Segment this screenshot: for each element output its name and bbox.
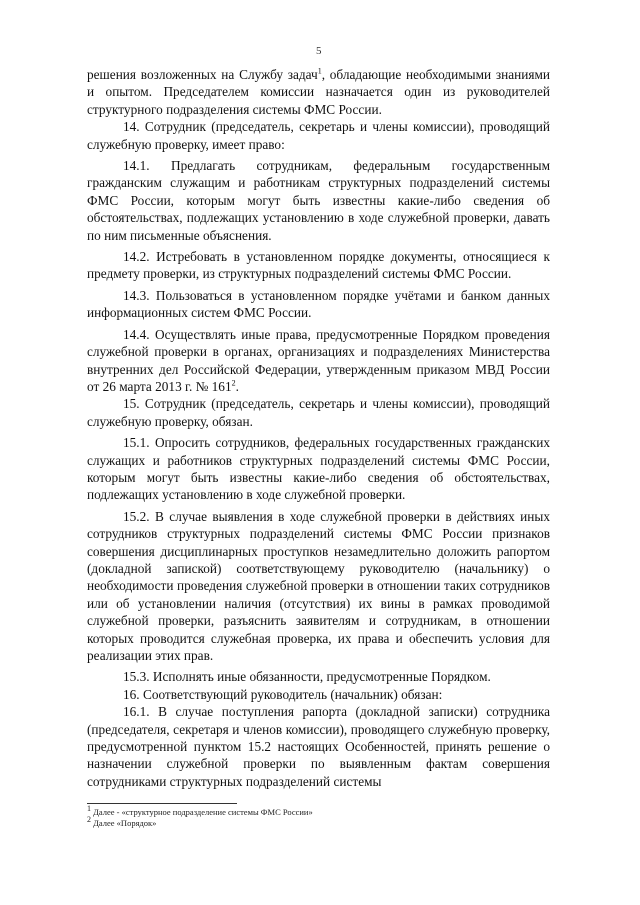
paragraph-text: 14.4. Осуществлять иные права, предусмотренные Порядком проведения служебной проверки в органах, организациях и подразделениях Министерства внутренних дел Российской Федерации, утвержденным приказом МВД России от 26 марта 2013 г. № 161 — [87, 326, 550, 394]
paragraph-intro — [87, 66, 550, 118]
paragraph-16-1: 16.1. В случае поступления рапорта (докладной записки) сотрудника (председателя, секретаря и членов комиссии), проводящего служебную проверку, предусмотренной пунктом 15.2 настоящих Особенностей, принять решение о назначении служебной проверки по выявленным фактам совершения сотрудниками структурных подразделений системы — [87, 704, 550, 789]
footnote-ref-1: 1 — [317, 66, 322, 76]
paragraph-text-tail: . — [235, 378, 239, 394]
paragraph-14: 14. Сотрудник (председатель, секретарь и члены комиссии), проводящий служебную проверку, имеет право: — [87, 119, 550, 152]
footnote-mark: 1 — [87, 804, 91, 814]
paragraph-14-1: 14.1. Предлагать сотрудникам, федеральным государственным гражданским служащим и работникам структурных подразделений системы ФМС России, которым могут быть известны какие-либо сведения об обстоятельствах, подлежащих установлению в ходе служебной проверки, давать по ним письменные объяснения. — [87, 158, 550, 243]
paragraph-text-tail: , обладающие необходимыми знаниями и опытом. Председателем комиссии назначается один из руководителей структурного подразделения системы ФМС России. — [87, 67, 550, 117]
footnote-mark: 2 — [87, 815, 91, 825]
paragraph-14-4 — [87, 326, 550, 396]
paragraph-15-2: 15.2. В случае выявления в ходе служебной проверки в действиях иных сотрудников структурных подразделений системы ФМС России признаков совершения дисциплинарных проступков незамедлительно доложить рапортом (докладной запиской) соответствующему руководителю (начальнику) о необходимости проведения служебной проверки в отношении таких сотрудников или об установлении наличия (отсутствия) их вины в рамках проводимой служебной проверки, разъяснить заявителям и сотрудникам, в отношении которых проводится служебная проверка, их права и обеспечить условия для реализации этих прав. — [87, 508, 550, 663]
paragraph-15-3: 15.3. Исполнять иные обязанности, предусмотренные Порядком. — [123, 669, 491, 685]
paragraph-16: 16. Соответствующий руководитель (начальник) обязан: — [123, 686, 443, 702]
footnote-2 — [87, 815, 550, 829]
paragraph-15: 15. Сотрудник (председатель, секретарь и члены комиссии), проводящий служебную проверку, обязан. — [87, 396, 550, 429]
paragraph-14-2: 14.2. Истребовать в установленном порядке документы, относящиеся к предмету проверки, из структурных подразделений системы ФМС России. — [87, 249, 550, 282]
footnote-divider — [87, 803, 237, 804]
footnote-text: Далее - «структурное подразделение системы ФМС России» — [93, 807, 313, 817]
footnotes — [87, 804, 550, 829]
page-number: 5 — [316, 45, 322, 57]
document-body — [87, 66, 550, 790]
footnote-text: Далее «Порядок» — [93, 818, 157, 828]
paragraph-14-3: 14.3. Пользоваться в установленном порядке учётами и банком данных информационных систем ФМС России. — [87, 287, 550, 321]
footnote-ref-2: 2 — [231, 378, 236, 388]
footnote-1 — [87, 804, 550, 818]
paragraph-15-1: 15.1. Опросить сотрудников, федеральных государственных гражданских служащих и работников структурных подразделений системы ФМС России, которым могут быть известны какие-либо сведения об обстоятельствах, подлежащих установлению в ходе служебной проверки. — [87, 435, 550, 503]
paragraph-text: решения возложенных на Службу задач — [87, 67, 318, 82]
